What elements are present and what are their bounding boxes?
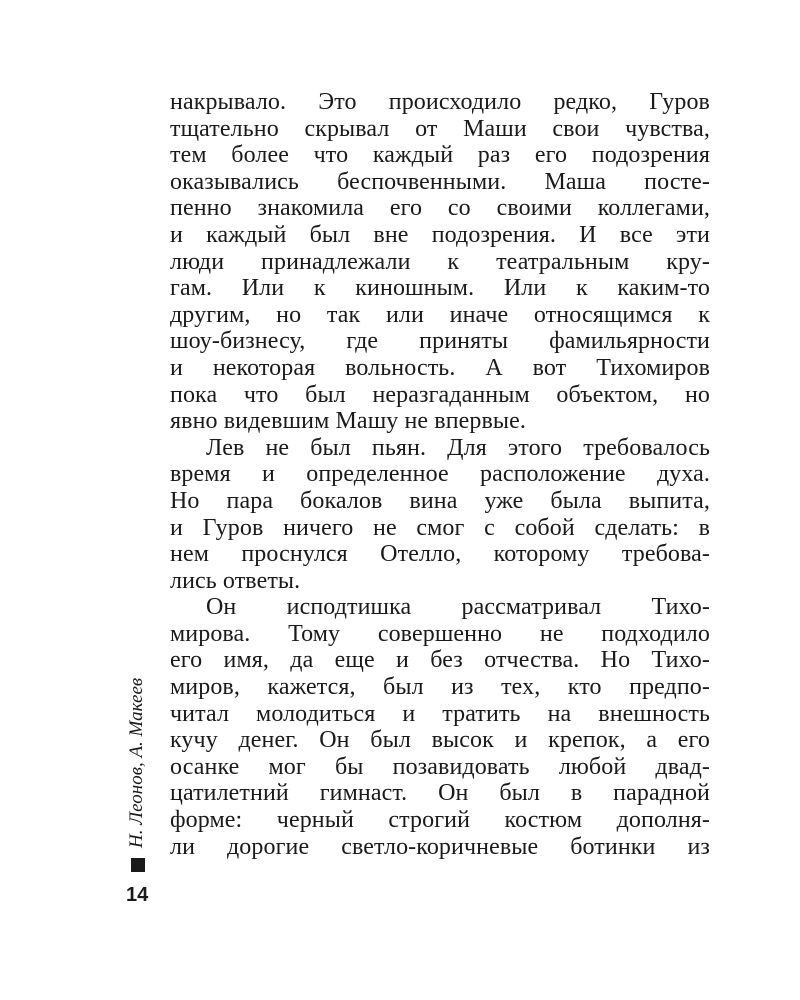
text-line: кучу денег. Он был высок и крепок, а его xyxy=(170,727,710,754)
text-line: лись ответы. xyxy=(170,567,301,594)
text-line: тщательно скрывал от Маши свои чувства, xyxy=(170,115,710,142)
text-line: пенно знакомила его со своими коллегами, xyxy=(170,195,710,222)
text-line: оказывались беспочвенными. Маша посте- xyxy=(170,168,710,195)
text-line: шоу-бизнесу, где приняты фамильярности xyxy=(170,328,710,355)
text-line: цатилетний гимнаст. Он был в парадной xyxy=(170,780,710,807)
text-line: другим, но так или иначе относящимся к xyxy=(170,301,710,328)
running-head: Н. Леонов, А. Макеев xyxy=(126,677,147,848)
text-line: читал молодиться и тратить на внешность xyxy=(170,700,710,727)
text-line: ли дорогие светло-коричневые ботинки из xyxy=(170,833,710,860)
text-line: люди принадлежали к театральным кру- xyxy=(170,248,710,275)
text-line: миров, кажется, был из тех, кто предпо- xyxy=(170,674,710,701)
body-text xyxy=(170,89,710,860)
text-line: мирова. Тому совершенно не подходило xyxy=(170,620,710,647)
text-line: пока что был неразгаданным объектом, но xyxy=(170,381,710,408)
text-line: форме: черный строгий костюм дополня- xyxy=(170,807,710,834)
page-number: 14 xyxy=(126,884,149,906)
text-line: и каждый был вне подозрения. И все эти xyxy=(170,221,710,248)
text-line: гам. Или к киношным. Или к каким-то xyxy=(170,275,710,302)
text-line: и некоторая вольность. А вот Тихомиров xyxy=(170,354,710,381)
text-line: тем более что каждый раз его подозрения xyxy=(170,142,710,169)
text-line: явно видевшим Машу не впервые. xyxy=(170,408,527,435)
text-line: время и определенное расположение духа. xyxy=(170,461,710,488)
square-marker-icon xyxy=(131,858,145,872)
text-line: его имя, да еще и без отчества. Но Тихо- xyxy=(170,647,710,674)
text-line: осанке мог бы позавидовать любой двад- xyxy=(170,753,710,780)
text-line: нем проснулся Отелло, которому требова- xyxy=(170,541,710,568)
text-line: накрывало. Это происходило редко, Гуров xyxy=(170,89,710,115)
text-line: и Гуров ничего не смог с собой сделать: в xyxy=(170,514,710,541)
text-line: Лев не был пьян. Для этого требовалось xyxy=(206,434,710,461)
text-line: Он исподтишка рассматривал Тихо- xyxy=(206,594,710,621)
text-line: Но пара бокалов вина уже была выпита, xyxy=(170,487,710,514)
